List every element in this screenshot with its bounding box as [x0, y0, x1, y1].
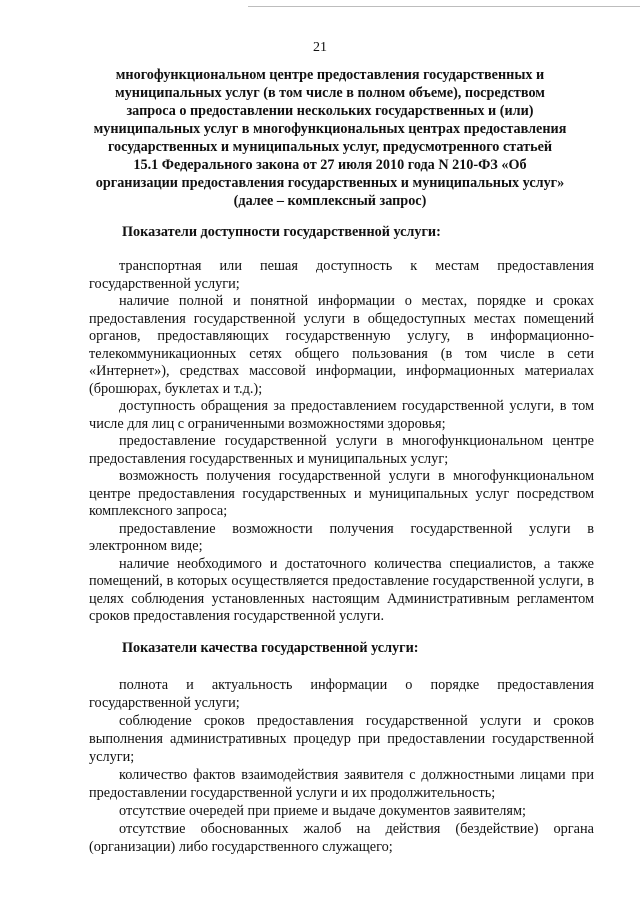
header-line: 15.1 Федерального закона от 27 июля 2010 года N 210-ФЗ «Об — [133, 157, 527, 173]
list-item: предоставление государственной услуги в многофункциональном центре предоставления государственных и муниципальных услуг; — [89, 433, 594, 467]
quality-list — [89, 676, 594, 856]
quality-title: Показатели качества государственной услуги: — [122, 640, 419, 656]
list-item: количество фактов взаимодействия заявителя с должностными лицами при предоставлении государственной услуги и их продолжительность; — [89, 767, 594, 801]
list-item: транспортная или пешая доступность к местам предоставления государственной услуги; — [89, 258, 594, 292]
header-line: организации предоставления государственных и муниципальных услуг» — [95, 175, 565, 191]
header-line: муниципальных услуг в многофункциональных центрах предоставления — [93, 121, 567, 137]
list-item: наличие полной и понятной информации о местах, порядке и сроках предоставления государственной услуги в общедоступных местах помещений органов, предоставляющих государственную услугу, в информационно-телекоммуникационных сетях общего пользования (в том числе в сети «Интернет»), средствах массовой информации, информационных материалах (брошюрах, буклетах и т.д.); — [89, 293, 594, 397]
section-header — [60, 66, 600, 210]
accessibility-list — [89, 258, 594, 626]
list-item: отсутствие обоснованных жалоб на действия (бездействие) органа (организации) либо государственного служащего; — [89, 821, 594, 855]
header-line: (далее – комплексный запрос) — [233, 193, 427, 209]
header-line: запроса о предоставлении нескольких государственных и (или) — [126, 103, 534, 119]
list-item: полнота и актуальность информации о порядке предоставления государственной услуги; — [89, 677, 594, 711]
list-item: доступность обращения за предоставлением государственной услуги, в том числе для лиц с ограниченными возможностями здоровья; — [89, 398, 594, 432]
header-line: муниципальных услуг (в том числе в полном объеме), посредством — [115, 85, 545, 101]
list-item: соблюдение сроков предоставления государственной услуги и сроков выполнения административных процедур при предоставлении государственной услуги; — [89, 713, 594, 765]
list-item: возможность получения государственной услуги в многофункциональном центре предоставления государственных и муниципальных услуг посредством комплексного запроса; — [89, 468, 594, 519]
list-item: отсутствие очередей при приеме и выдаче документов заявителям; — [119, 803, 527, 819]
header-line: государственных и муниципальных услуг, предусмотренного статьей — [107, 139, 553, 155]
header-line: многофункциональном центре предоставления государственных и — [115, 67, 545, 83]
list-item: предоставление возможности получения государственной услуги в электронном виде; — [89, 520, 594, 554]
page-number: 21 — [313, 40, 327, 55]
list-item: наличие необходимого и достаточного количества специалистов, а также помещений, в которых осуществляется предоставление государственной услуги, в целях соблюдения установленных настоящим Административным регламентом сроков предоставления государственной услуги. — [89, 555, 594, 624]
accessibility-title: Показатели доступности государственной услуги: — [122, 224, 441, 240]
top-divider — [248, 6, 640, 7]
